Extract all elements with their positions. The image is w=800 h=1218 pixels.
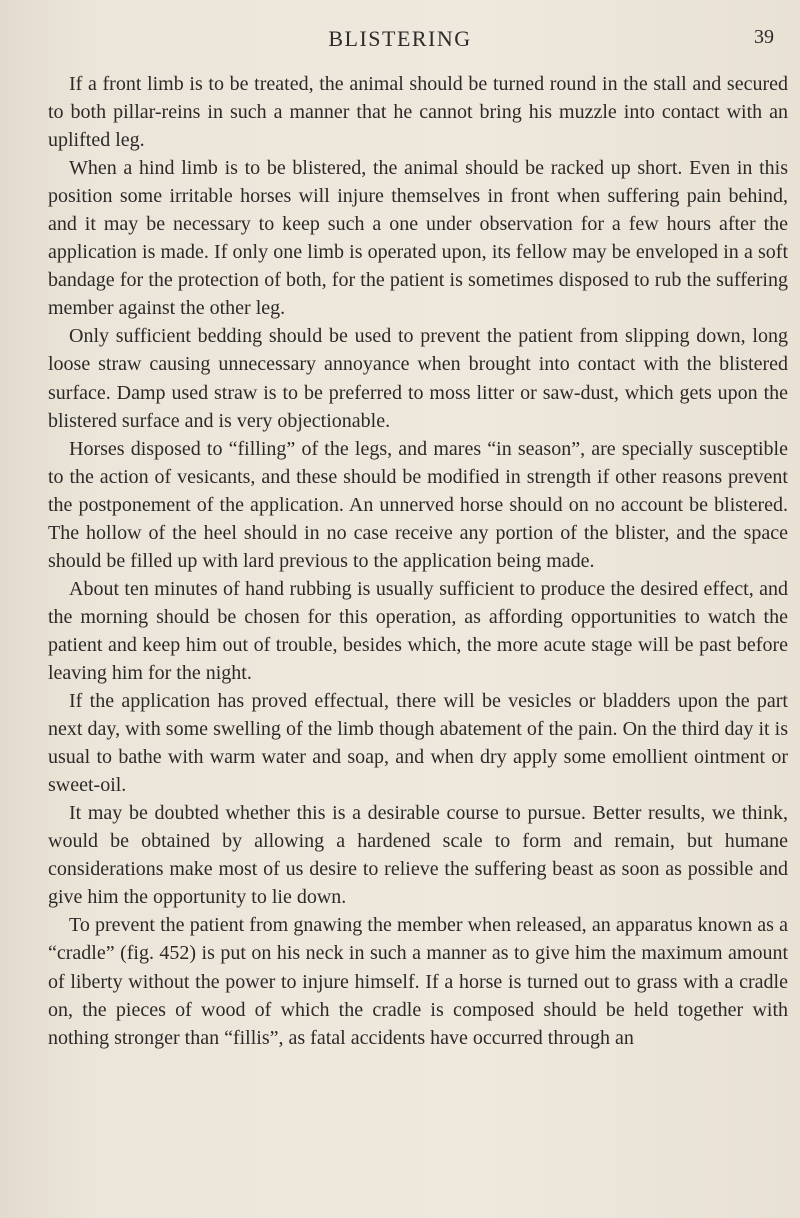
paragraph: To prevent the patient from gnawing the member when released, an apparatus known as a “cradle” (fig. 452) is put on his neck in such a manner as to give him the maximum amount of liberty without the power to injure himself. If a horse is turned out to grass with a cradle on, the pieces of wood of which the cradle is composed should be held together with nothing stronger than “fillis”, as fatal accidents have occurred through an (48, 914, 788, 1049)
running-head-title: BLISTERING (328, 26, 472, 51)
paragraph: If a front limb is to be treated, the animal should be turned round in the stall and secured to both pillar-reins in such a manner that he cannot bring his muzzle into contact with an uplifted leg. (48, 73, 788, 152)
paragraph: When a hind limb is to be blistered, the animal should be racked up short. Even in this position some irritable horses will injure themselves in front when suffering pain behind, and it may be necessary to keep such a one under observation for a few hours after the application is made. If only one limb is operated upon, its fellow may be enveloped in a soft bandage for the protection of both, for the patient is sometimes disposed to rub the suffering member against the other leg. (48, 157, 788, 320)
paragraph: If the application has proved effectual, there will be vesicles or bladders upon the part next day, with some swelling of the limb though abatement of the pain. On the third day it is usual to bathe with warm water and soap, and when dry apply some emollient ointment or sweet-oil. (48, 690, 788, 797)
paragraph: It may be doubted whether this is a desirable course to pursue. Better results, we think, would be obtained by allowing a hardened scale to form and remain, but humane considerations make most of us desire to relieve the suffering beast as soon as possible and give him the opportunity to lie down. (48, 802, 788, 909)
paragraph: Only sufficient bedding should be used to prevent the patient from slipping down, long loose straw causing unnecessary annoyance when brought into contact with the blistered surface. Damp used straw is to be preferred to moss litter or saw-dust, which gets upon the blistered surface and is very objectionable. (48, 325, 788, 432)
body-text (48, 70, 788, 1052)
paragraph: Horses disposed to “filling” of the legs, and mares “in season”, are specially susceptible to the action of vesicants, and these should be modified in strength if other reasons prevent the postponement of the application. An unnerved horse should on no account be blistered. The hollow of the heel should in no case receive any portion of the blister, and the space should be filled up with lard previous to the application being made. (48, 437, 788, 572)
page-number: 39 (754, 26, 774, 48)
paragraph: About ten minutes of hand rubbing is usually sufficient to produce the desired effect, and the morning should be chosen for this operation, as affording opportunities to watch the patient and keep him out of trouble, besides which, the more acute stage will be past before leaving him for the night. (48, 577, 788, 684)
running-head (0, 20, 800, 54)
